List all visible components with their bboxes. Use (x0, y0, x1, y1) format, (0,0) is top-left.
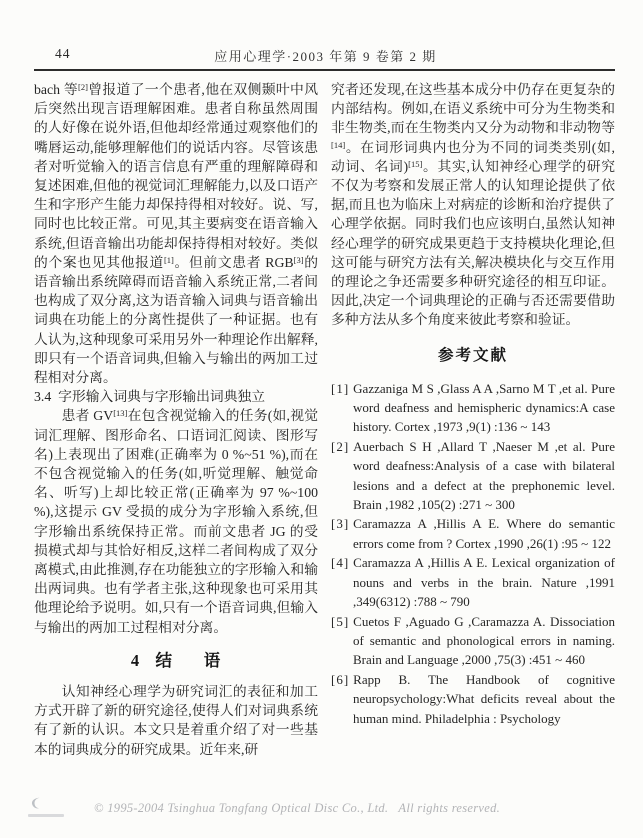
references-list (331, 379, 615, 728)
page-number: 44 (55, 46, 71, 61)
reference-label: [6] (331, 671, 350, 687)
reference-text: Cuetos F ,Aguado G ,Caramazza A. Dissociation of semantic and phonological errors in naming. Brain and Language ,2000 ,75(3) :451 ~ 460 (353, 613, 615, 668)
reference-text: Auerbach S H ,Allard T ,Naeser M ,et al. Pure word deafness:Analysis of a case with bilateral lesions and a defect at the prephonemic level. Brain ,1982 ,105(2) :271 ~ 300 (353, 438, 615, 513)
reference-item (331, 437, 615, 515)
paragraph-word-deafness-case: bach 等[2]曾报道了一个患者,他在双侧颞叶中风后突然出现言语理解困难。患者自称虽然周围的人好像在说外语,但他却经常通过观察他们的嘴唇运动,能够理解他们的说话内容。尽管该患者对听觉输入的语言信息有严重的理解障碍和复述困难,但他的视觉词汇理解能力,以及口语产生和字形产生能力却保持得相对较好。说、写,同时也比较正常。可见,其主要病变在语音输入系统,但语音输出功能却保持得相对较好。类似的个案也见其他报道[1]。但前文患者 RGB[3]的语音输出系统障碍而语音输入系统正常,二者间也构成了双分离,这为语音输入词典与语音输出词典在功能上的分离性提供了一种证据。也有人认为,这种现象可采用另外一种理论作出解释,即只有一个语音词典,但输入与输出的两加工过程相对分离。 (34, 82, 319, 386)
journal-title: 应用心理学·2003 年第 9 卷第 2 期 (214, 49, 437, 64)
citation-superscript: [2] (77, 82, 88, 92)
reference-label: [2] (331, 438, 350, 454)
reference-label: [4] (331, 555, 350, 571)
reference-item (331, 670, 615, 728)
reference-label: [5] (331, 613, 350, 629)
header-rule (34, 69, 615, 71)
paragraph-conclusion: 认知神经心理学为研究词汇的表征和加工方式开辟了新的研究途径,使得人们对词典系统有了新的认识。本文只是着重介绍了对一些基本的词典成分的研究成果。近年来,研 (34, 683, 318, 757)
reference-item (331, 553, 615, 611)
citation-superscript: [13] (113, 408, 128, 419)
page-header (34, 46, 617, 66)
left-column (34, 80, 318, 759)
reference-text: Gazzaniga M S ,Glass A A ,Sarno M T ,et al. Pure word deafness and hemispheric dynamics:A case history. Cortex ,1973 ,9(1) :136 ~ 143 (353, 380, 615, 435)
citation-superscript: [1] (163, 254, 174, 265)
reference-item (331, 612, 615, 670)
reference-text: Caramazza A ,Hillis A E. Lexical organization of nouns and verbs in the brain. Nature ,1991 ,349(6312) :788 ~ 790 (353, 555, 615, 610)
reference-label: [1] (331, 380, 350, 396)
section-heading-3-4: 3.4 字形输入词典与字形输出词典独立 (34, 389, 266, 405)
citation-superscript: [14] (331, 139, 346, 150)
citation-superscript: [15] (408, 158, 423, 169)
tongfang-swirl-logo-icon (28, 795, 68, 817)
reference-text: Rapp B. The Handbook of cognitive neuropsychology:What deficits reveal about the human mind. Philadelphia : Psychology (353, 671, 615, 726)
reference-item (331, 514, 615, 553)
paragraph-gv-case: 患者 GV[13]在包含视觉输入的任务(如,视觉词汇理解、图形命名、口语词汇阅读、图形写名)上表现出了困难(正确率为 0 %~51 %),而在不包含视觉输入的任务(如,听觉理解、触觉命名、听写)上却比较正常(正确率为 97 %~100 %),这提示 GV 受损的成分为字形输入系统,但字形输出系统保持正常。而前文患者 JG 的受损模式却与其恰好相反,这样二者间构成了双分离模式,由此推测,存在功能独立的字形输入和输出两词典。也有学者主张,这种现象也可采用其他理论给予说明。如,只有一个语音词典,但输入与输出的两加工过程相对分离。 (34, 408, 318, 635)
citation-superscript: [3] (293, 254, 304, 265)
copyright-text: © 1995-2004 Tsinghua Tongfang Optical Disc Co., Ltd. All rights reserved. (94, 801, 501, 815)
conclusion-heading: 4 结 语 (130, 650, 222, 670)
right-column (331, 80, 615, 759)
article-body (34, 80, 615, 759)
reference-text: Caramazza A ,Hillis A E. Where do semantic errors come from ? Cortex ,1990 ,26(1) :95 ~ 122 (353, 516, 615, 551)
reference-label: [3] (331, 516, 350, 532)
page-footer (28, 795, 623, 817)
references-heading: 参考文献 (437, 346, 508, 364)
reference-item (331, 379, 615, 437)
paragraph-discussion: 究者还发现,在这些基本成分中仍存在更复杂的内部结构。例如,在语义系统中可分为生物类和非生物类,而在生物类内又分为动物和非动物等[14]。在词形词典内也分为不同的词类类别(如,动词、名词)[15]。其实,认知神经心理学的研究不仅为考察和发展正常人的认知理论提供了依据,而且也为临床上对病症的诊断和治疗提供了心理学依据。同时我们也应该明白,虽然认知神经心理学的研究成果更趋于支持模块化理论,但这可能与研究方法有关,解决模块化与交互作用的理论之争还需要多种研究途径的相互印证。因此,决定一个词典理论的正确与否还需要借助多种方法从多个角度来彼此考察和验证。 (331, 82, 615, 328)
logo-caption-bar (28, 814, 64, 817)
